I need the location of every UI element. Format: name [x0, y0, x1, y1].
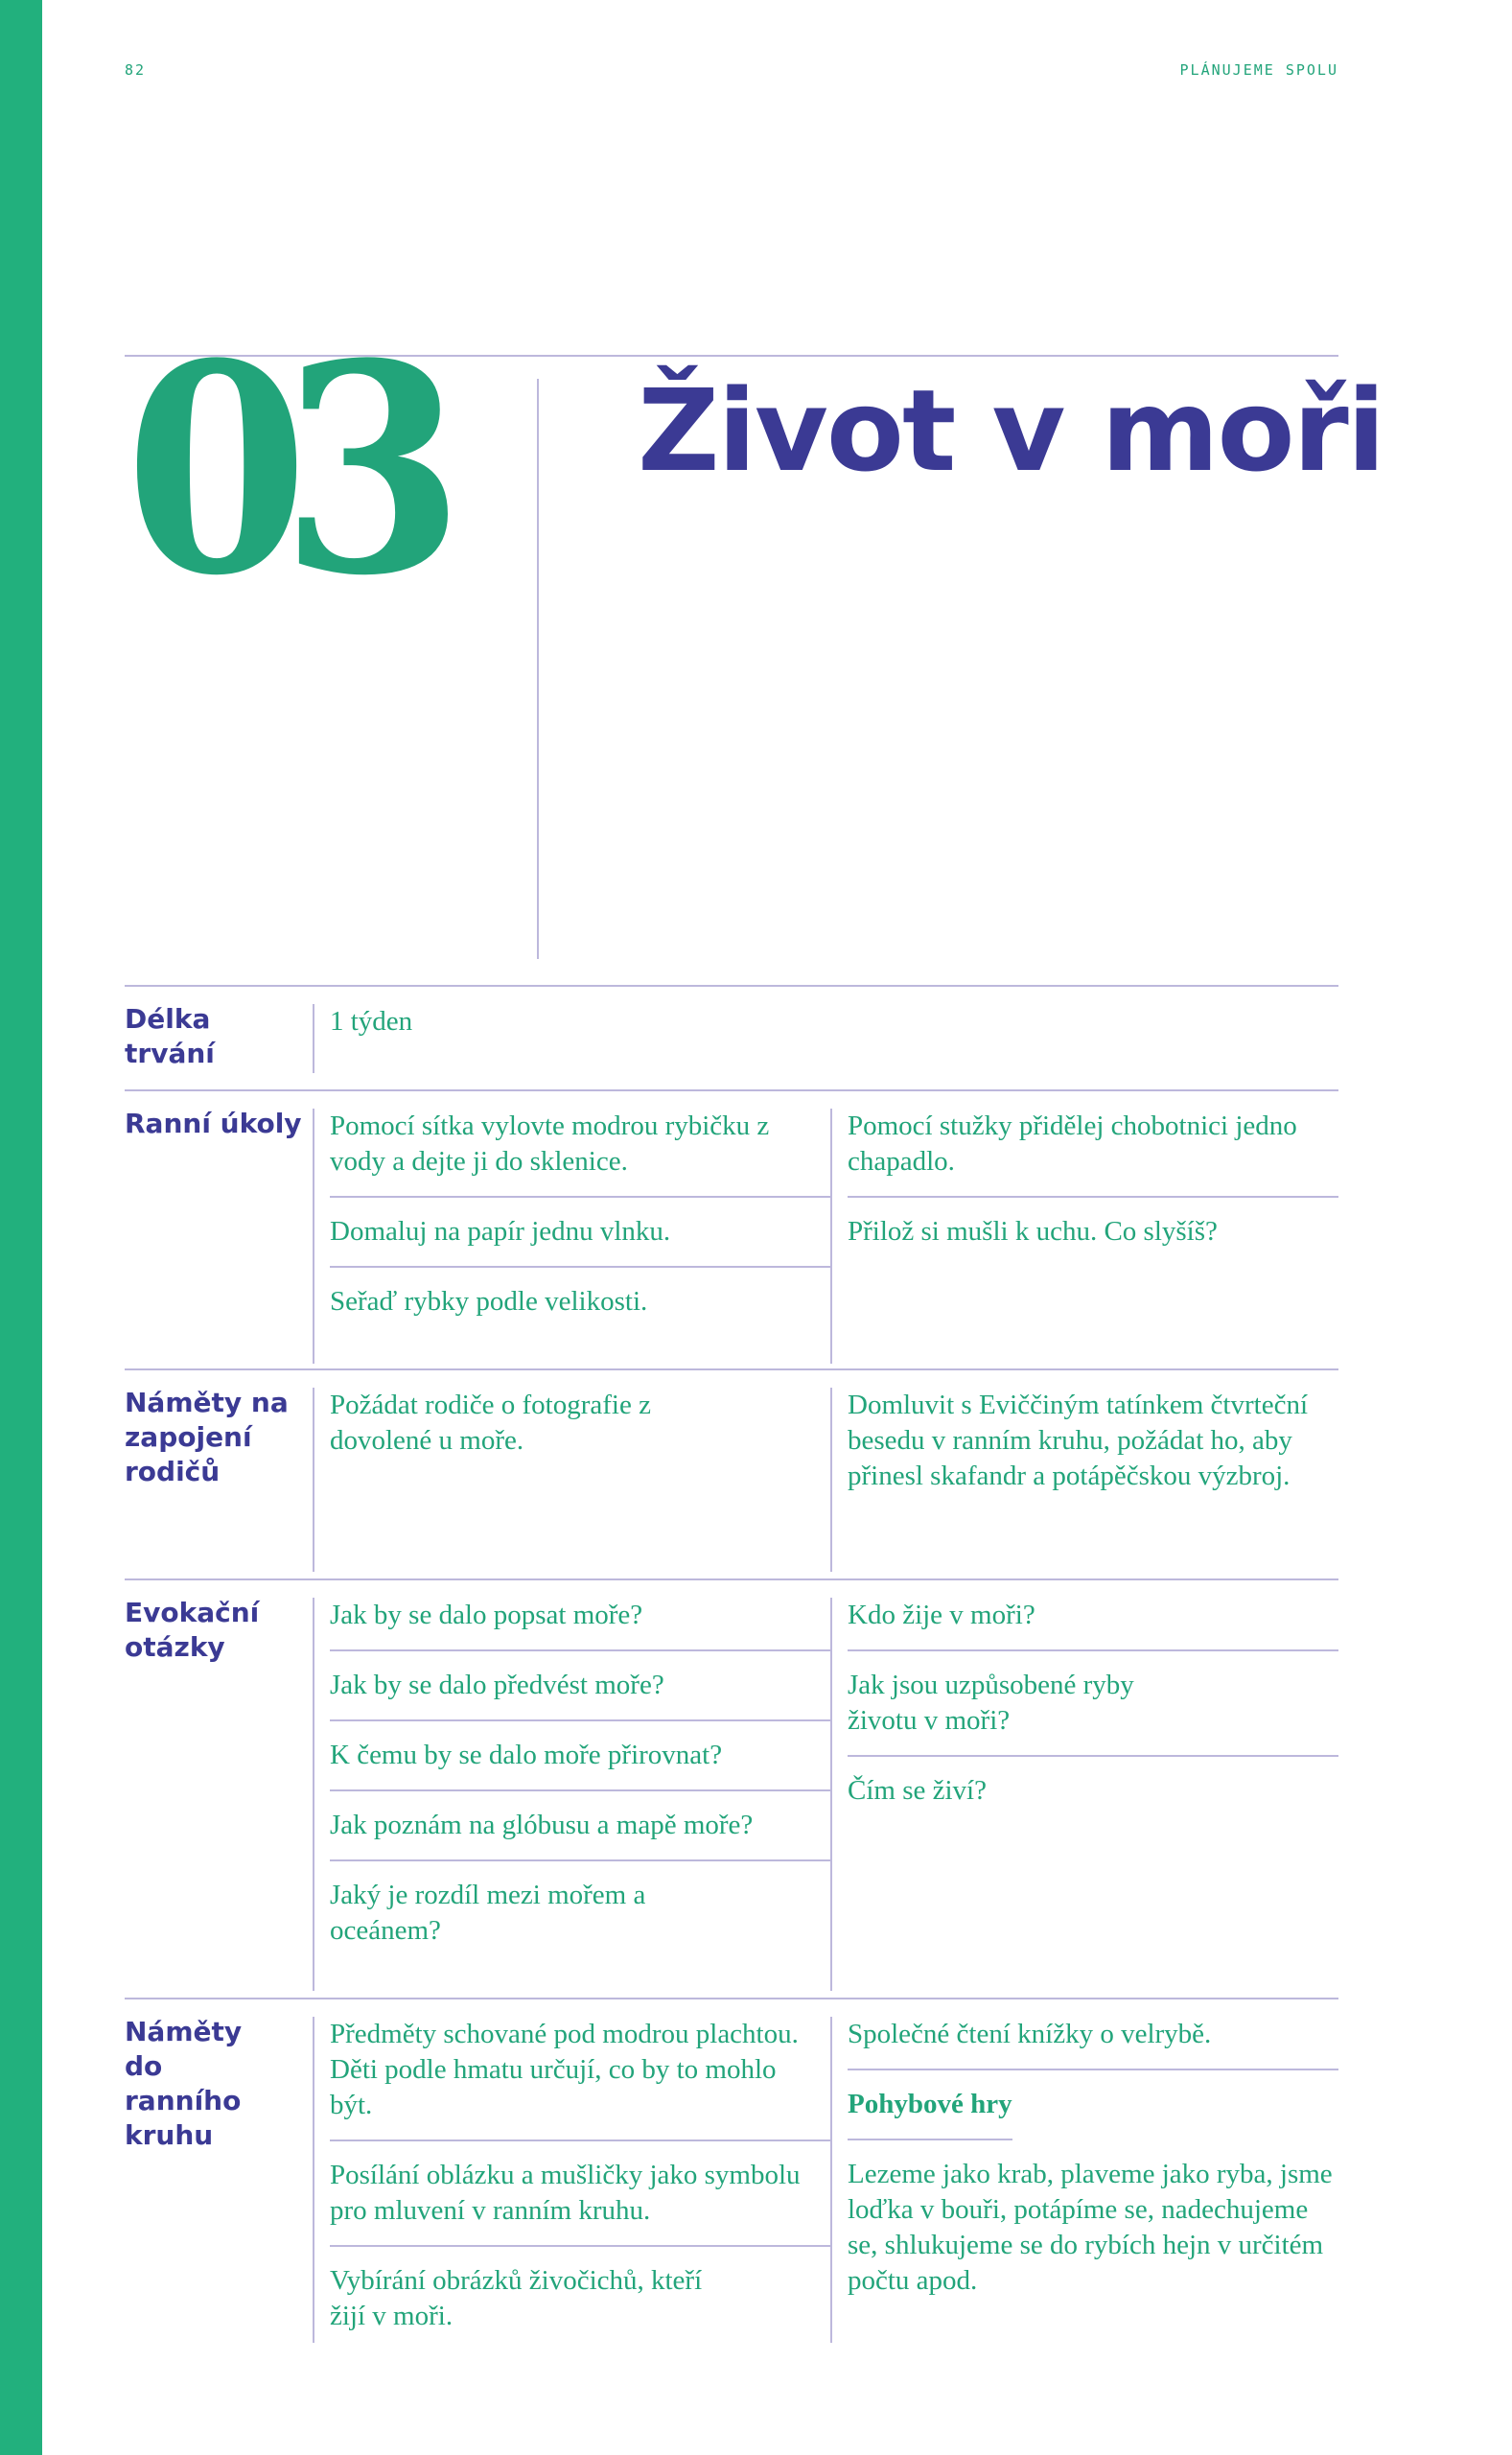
- list-item: Jak jsou uzpůsobené ryby životu v moři?: [848, 1668, 1338, 1757]
- section-parents: [125, 1368, 1338, 1581]
- list-item: Předměty schované pod modrou plachtou. Děti podle hmatu určují, co by to mohlo být.: [330, 2017, 830, 2141]
- list-item: Pomocí sítka vylovte modrou rybičku z vody a dejte ji do sklenice.: [330, 1109, 830, 1198]
- list-item: Domaluj na papír jednu vlnku.: [330, 1214, 830, 1268]
- title-divider: [537, 379, 539, 959]
- chapter-number: 03: [125, 300, 437, 639]
- green-side-bar: [0, 0, 42, 2455]
- list-item: Čím se živí?: [848, 1775, 987, 1806]
- section-column: [313, 1598, 830, 1991]
- section-column: [313, 1004, 830, 1073]
- section-label: Evokační otázky: [125, 1597, 260, 1663]
- list-item: Lezeme jako krab, plaveme jako ryba, jsme loďka v bouři, potápíme se, nadechujeme se, shlukujeme se do rybích hejn v určitém počtu apod.: [848, 2159, 1333, 2296]
- section-questions: [125, 1578, 1338, 1993]
- subheading-movement-games: Pohybové hry: [848, 2087, 1012, 2140]
- list-item: 1 týden: [330, 1006, 413, 1037]
- list-item: Přilož si mušli k uchu. Co slyšíš?: [848, 1216, 1218, 1247]
- section-label: Ranní úkoly: [125, 1108, 302, 1139]
- list-item: Pomocí stužky přidělej chobotnici jedno chapadlo.: [848, 1109, 1338, 1198]
- page-number: 82: [125, 61, 147, 79]
- section-duration: [125, 985, 1338, 1073]
- list-item: Jaký je rozdíl mezi mořem a oceánem?: [330, 1880, 646, 1946]
- section-column: [313, 1109, 830, 1364]
- chapter-title: Život v moři: [638, 364, 1384, 497]
- list-item: Kdo žije v moři?: [848, 1598, 1338, 1651]
- list-item: Seřaď rybky podle velikosti.: [330, 1286, 648, 1317]
- list-item: Jak by se dalo předvést moře?: [330, 1668, 830, 1721]
- section-morning-tasks: [125, 1089, 1338, 1369]
- section-label: Náměty do ranního kruhu: [125, 2016, 243, 2151]
- section-column: [830, 1598, 1338, 1991]
- section-morning-circle: [125, 1998, 1338, 2345]
- list-item: Domluvit s Eviččiným tatínkem čtvrteční besedu v ranním kruhu, požádat ho, aby přinesl skafandr a potápěčskou výzbroj.: [848, 1390, 1309, 1491]
- list-item: Vybírání obrázků živočichů, kteří žijí v moři.: [330, 2265, 703, 2331]
- section-column: [313, 2017, 830, 2343]
- running-title: PLÁNUJEME SPOLU: [1179, 61, 1338, 79]
- section-column: [313, 1388, 830, 1572]
- section-label: Náměty na zapojení rodičů: [125, 1387, 289, 1487]
- list-item: Jak by se dalo popsat moře?: [330, 1598, 830, 1651]
- list-item: Společné čtení knížky o velrybě.: [848, 2017, 1338, 2070]
- section-column: [830, 2017, 1338, 2343]
- section-column: [830, 1388, 1338, 1572]
- section-column: [830, 1109, 1338, 1364]
- section-label: Délka trvání: [125, 1003, 215, 1069]
- list-item: Požádat rodiče o fotografie z dovolené u moře.: [330, 1390, 651, 1456]
- list-item: Posílání oblázku a mušličky jako symbolu pro mluvení v ranním kruhu.: [330, 2158, 830, 2247]
- list-item: K čemu by se dalo moře přirovnat?: [330, 1738, 830, 1791]
- list-item: Jak poznám na glóbusu a mapě moře?: [330, 1808, 830, 1861]
